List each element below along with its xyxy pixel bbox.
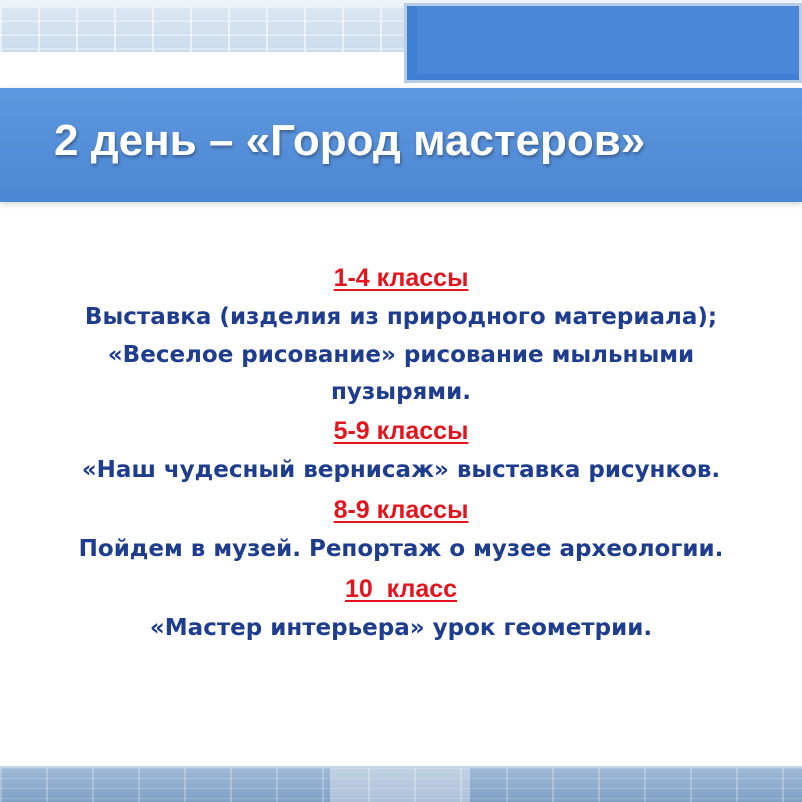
section-text-bubbles: «Веселое рисование» рисование мыльными пузырями. — [107, 342, 695, 405]
section-heading-10: 10 класс — [344, 575, 458, 603]
section-heading-1-4: 1-4 классы — [333, 264, 469, 292]
slide-title: 2 день – «Город мастеров» — [54, 116, 646, 165]
section-text-exhibition: Выставка (изделия из природного материала); — [84, 304, 718, 330]
section-heading-8-9: 8-9 классы — [333, 496, 469, 524]
title-banner — [0, 88, 802, 202]
bottom-light-highlight — [330, 768, 470, 802]
top-blue-box-inner — [417, 6, 799, 74]
section-text-interior: «Мастер интерьера» урок геометрии. — [149, 615, 653, 641]
bottom-decorative-strip — [0, 766, 802, 802]
section-text-museum: Пойдем в музей. Репортаж о музее археологии. — [78, 536, 724, 562]
section-text-vernissage: «Наш чудесный вернисаж» выставка рисунков. — [81, 457, 721, 483]
slide-content — [0, 258, 802, 648]
section-heading-5-9: 5-9 классы — [333, 417, 469, 445]
top-blue-box — [404, 3, 802, 83]
